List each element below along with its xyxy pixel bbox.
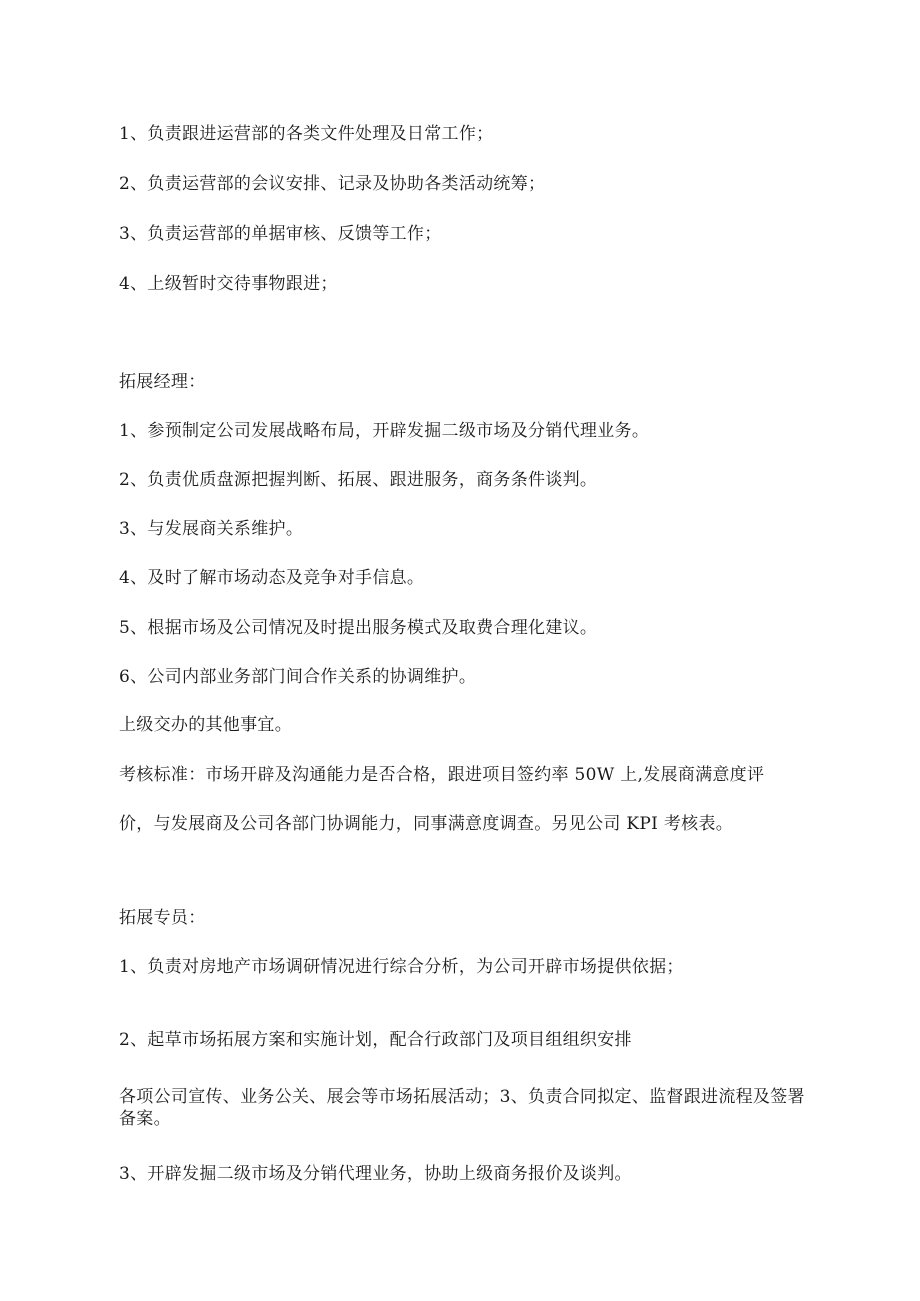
assistant-duty-2: 2、负责运营部的会议安排、记录及协助各类活动统筹； xyxy=(119,174,546,194)
assistant-duty-1: 1、负责跟进运营部的各类文件处理及日常工作； xyxy=(119,124,494,144)
specialist-duty-3: 3、开辟发掘二级市场及分销代理业务，协助上级商务报价及谈判。 xyxy=(119,1164,632,1184)
manager-duty-4: 4、及时了解市场动态及竞争对手信息。 xyxy=(119,568,425,588)
manager-kpi-line-2: 价，与发展商及公司各部门协调能力，同事满意度调查。另见公司 KPI 考核表。 xyxy=(119,814,734,834)
manager-duty-6: 6、公司内部业务部门间合作关系的协调维护。 xyxy=(119,667,477,687)
specialist-heading: 拓展专员： xyxy=(119,908,206,928)
manager-other-duties: 上级交办的其他事宜。 xyxy=(119,715,292,735)
manager-heading: 拓展经理： xyxy=(119,372,206,392)
manager-duty-2: 2、负责优质盘源把握判断、拓展、跟进服务，商务条件谈判。 xyxy=(119,470,598,490)
specialist-duty-2: 2、起草市场拓展方案和实施计划，配合行政部门及项目组组织安排 xyxy=(119,1030,632,1050)
assistant-duty-4: 4、上级暂时交待事物跟进； xyxy=(119,274,338,294)
manager-duty-5: 5、根据市场及公司情况及时提出服务模式及取费合理化建议。 xyxy=(119,618,598,638)
manager-duty-1: 1、参预制定公司发展战略布局，开辟发掘二级市场及分销代理业务。 xyxy=(119,421,650,441)
manager-duty-3: 3、与发展商关系维护。 xyxy=(119,519,304,539)
specialist-duty-2-continued: 各项公司宣传、业务公关、展会等市场拓展活动；3、负责合同拟定、监督跟进流程及签署备案。 xyxy=(119,1087,805,1129)
assistant-duty-3: 3、负责运营部的单据审核、反馈等工作； xyxy=(119,224,442,244)
manager-kpi-line-1: 考核标准：市场开辟及沟通能力是否合格，跟进项目签约率 50W 上,发展商满意度评 xyxy=(119,765,765,785)
specialist-duty-1: 1、负责对房地产市场调研情况进行综合分析，为公司开辟市场提供依据； xyxy=(119,957,684,977)
